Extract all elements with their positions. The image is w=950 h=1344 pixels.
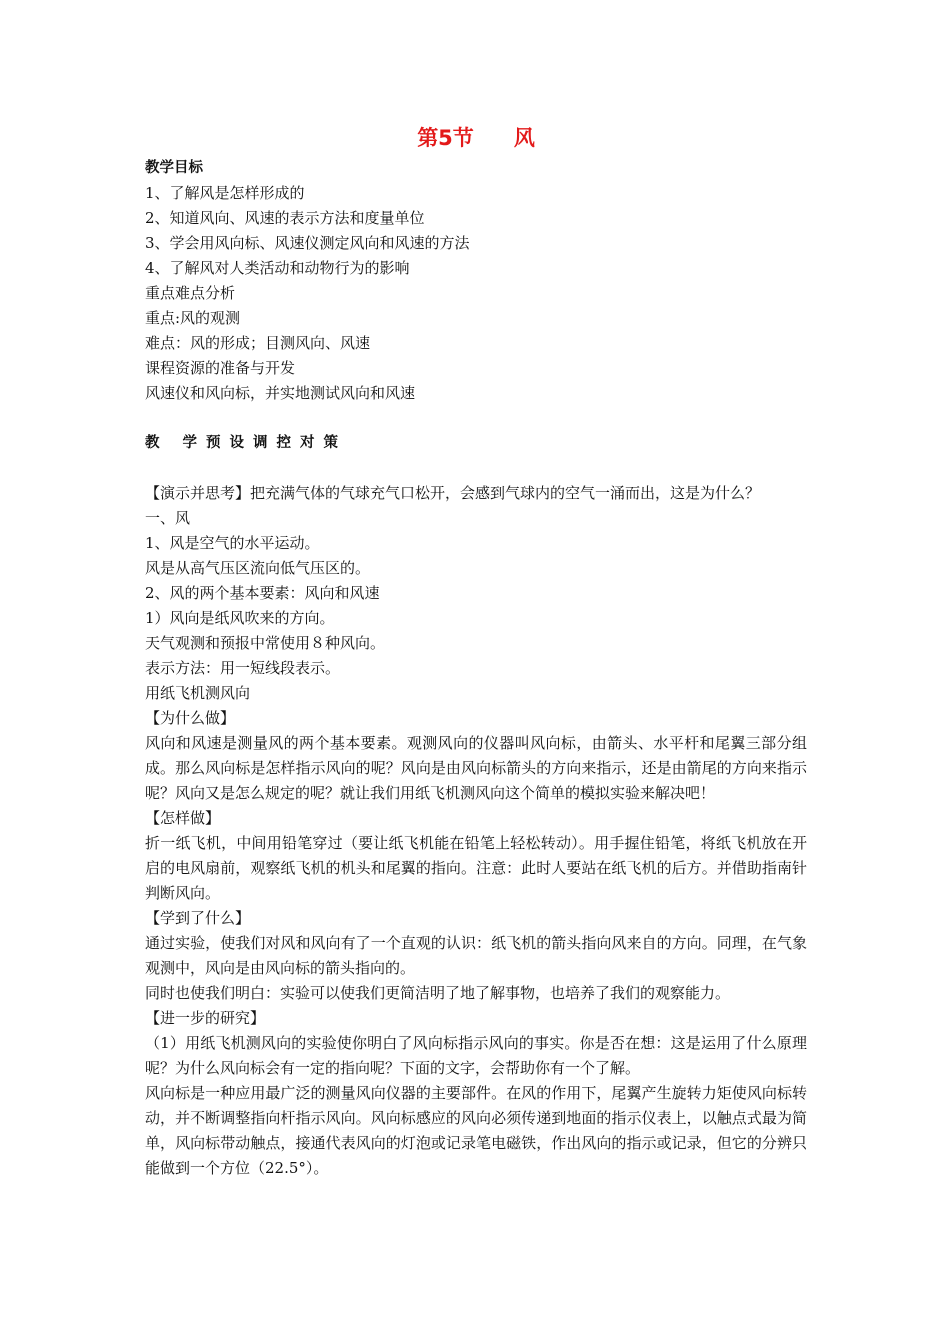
learned-heading: 【学到了什么】 bbox=[145, 909, 251, 927]
paragraph: 风是从高气压区流向低气压区的。 bbox=[145, 559, 371, 577]
learned-text: 同时也使我们明白：实验可以使我们更简洁明了地了解事物，也培养了我们的观察能力。 bbox=[145, 984, 731, 1002]
strategy-heading: 教 学预设调控对策 bbox=[145, 435, 348, 451]
how-text: 折一纸飞机，中间用铅笔穿过（要让纸飞机能在铅笔上轻松转动）。用手握住铅笔，将纸飞机放在开启的电风扇前，观察纸飞机的机头和尾翼的指向。注意：此时人要站在纸飞机的后方。并借助指南针判断风向。 bbox=[145, 834, 807, 902]
section-number: 第5节 bbox=[417, 126, 474, 150]
page-title bbox=[145, 126, 807, 150]
resources-text: 风速仪和风向标，并实地测试风向和风速 bbox=[145, 384, 416, 402]
key-point: 重点:风的观测 bbox=[145, 309, 241, 327]
further-heading: 【进一步的研究】 bbox=[145, 1009, 266, 1027]
learned-text: 通过实验，使我们对风和风向有了一个直观的认识：纸飞机的箭头指向风来自的方向。同理，在气象观测中，风向是由风向标的箭头指向的。 bbox=[145, 934, 807, 977]
document-page bbox=[145, 126, 807, 1181]
paragraph: 2、风的两个基本要素：风向和风速 bbox=[145, 584, 380, 602]
how-heading: 【怎样做】 bbox=[145, 809, 221, 827]
objective-item: 2、知道风向、风速的表示方法和度量单位 bbox=[145, 209, 425, 227]
further-text: 风向标是一种应用最广泛的测量风向仪器的主要部件。在风的作用下，尾翼产生旋转力矩使风向标转动，并不断调整指向杆指示风向。风向标感应的风向必须传递到地面的指示仪表上，以触点式最为简单，风向标带动触点，接通代表风向的灯泡或记录笔电磁铁，作出风向的指示或记录，但它的分辨只能做到一个方位（22.5°）。 bbox=[145, 1084, 807, 1177]
paragraph: 用纸飞机测风向 bbox=[145, 684, 251, 702]
why-heading: 【为什么做】 bbox=[145, 709, 236, 727]
paragraph: 1、风是空气的水平运动。 bbox=[145, 534, 320, 552]
paragraph: 表示方法：用一短线段表示。 bbox=[145, 659, 341, 677]
paragraph: 天气观测和预报中常使用８种风向。 bbox=[145, 634, 386, 652]
difficulty-point: 难点：风的形成；目测风向、风速 bbox=[145, 334, 371, 352]
objectives-heading: 教学目标 bbox=[145, 160, 203, 176]
demo-paragraph: 【演示并思考】把充满气体的气球充气口松开，会感到气球内的空气一涌而出，这是为什么？ bbox=[145, 484, 761, 502]
objective-item: 1、了解风是怎样形成的 bbox=[145, 184, 305, 202]
analysis-heading: 重点难点分析 bbox=[145, 284, 236, 302]
section-heading: 一、风 bbox=[145, 509, 191, 527]
why-text: 风向和风速是测量风的两个基本要素。观测风向的仪器叫风向标，由箭头、水平杆和尾翼三部分组成。那么风向标是怎样指示风向的呢？风向是由风向标箭头的方向来指示，还是由箭尾的方向来指示呢？风向又是怎么规定的呢？就让我们用纸飞机测风向这个简单的模拟实验来解决吧！ bbox=[145, 734, 807, 802]
paragraph: 1）风向是纸风吹来的方向。 bbox=[145, 609, 335, 627]
objective-item: 4、了解风对人类活动和动物行为的影响 bbox=[145, 259, 410, 277]
further-text: （1）用纸飞机测风向的实验使你明白了风向标指示风向的事实。你是否在想：这是运用了什么原理呢？为什么风向标会有一定的指向呢？下面的文字，会帮助你有一个了解。 bbox=[145, 1034, 807, 1077]
objective-item: 3、学会用风向标、风速仪测定风向和风速的方法 bbox=[145, 234, 470, 252]
resources-heading: 课程资源的准备与开发 bbox=[145, 359, 296, 377]
section-topic: 风 bbox=[513, 126, 535, 150]
